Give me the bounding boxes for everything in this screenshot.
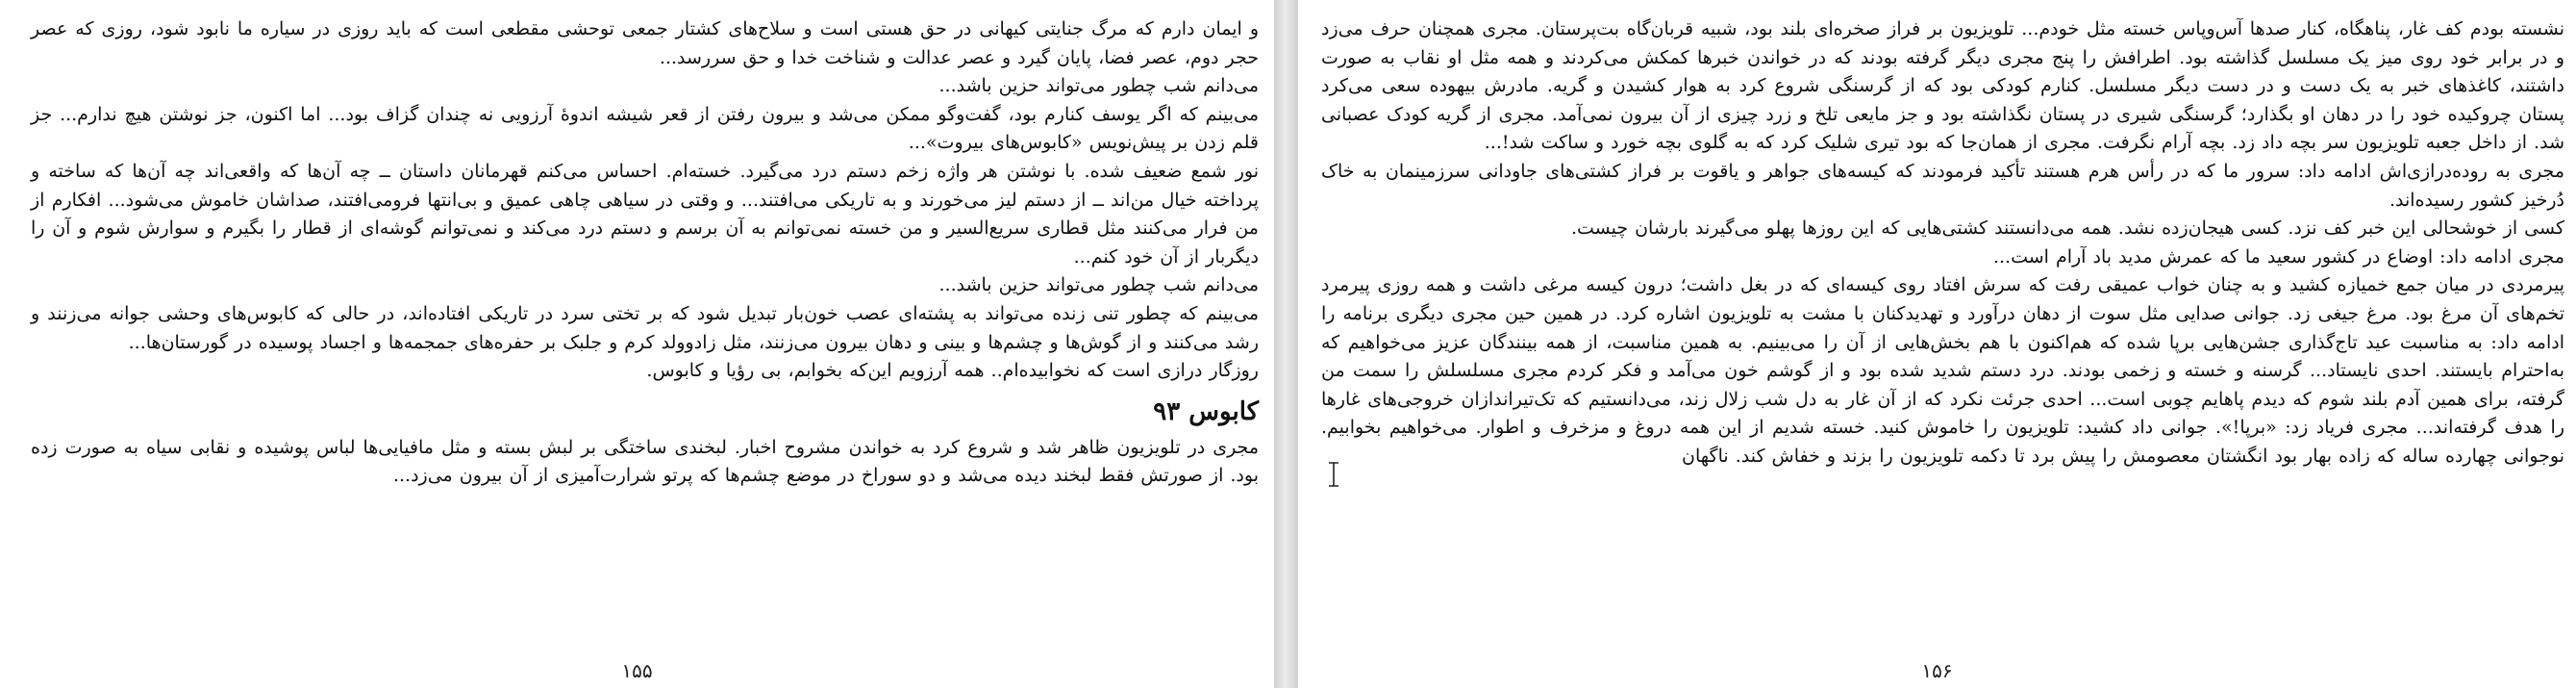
paragraph: روزگار درازی است که نخوابیده‌ام.. همه آرزویم این‌که بخوابم، بی رؤیا و کابوس. <box>646 360 1259 382</box>
chapter-heading: کابوس ۹۳ <box>1153 396 1259 426</box>
paragraph: مجری ادامه داد: اوضاع در کشور سعید ما که عمرش مدید باد آرام است... <box>1992 245 2564 268</box>
paragraph: نور شمع ضعیف شده. با نوشتن هر واژه زخم دستم درد می‌گیرد. خسته‌ام. احساس می‌کنم قهرمانان داستان ــ چه آن‌ها که واقعی‌اند چه آن‌ها که ساخته و پرداخته خیال من‌اند ــ از دستم لیز می‌خورند و به تاریکی می‌افتند... و وقتی در سیاهی چاهی عمیق و بی‌انتها فرومی‌افتند، صداشان خاموش می‌شود... افکارم از من فرار می‌کنند مثل قطاری سریع‌السیر و من خسته نمی‌توانم به آن برسم و دستم درد می‌کند و نمی‌توانم گوشه‌ای از قطار را بگیرم و سوارش شوم و آن را دیگربار از آن خود کنم... <box>31 160 1259 268</box>
paragraph: کسی از خوشحالی این خبر کف نزد. کسی هیجان‌زده نشد. همه می‌دانستند کشتی‌هایی که این روزها پهلو می‌گیرند بارشان چیست. <box>1570 217 2564 240</box>
paragraph: پیرمردی در میان جمع خمیازه کشید و به چنان خواب عمیقی رفت که سرش افتاد روی کیسه‌ای که در بغل داشت؛ درون کیسه مرغی داشت و همه روزی پیرمرد تخم‌های آن مرغ بود. مرغ جیغی زد. جوانی صدایی مثل سوت از دهان درآورد و تهدیدکنان با مشت به تلویزیون اشاره کرد. در همین حین مجری دیگری برنامه را ادامه داد: به مناسبت عید تاج‌گذاری جشن‌هایی برپا شده که هم‌اکنون با هم بخش‌هایی از آن را می‌بینیم. به همین مناسبت، از همه بینندگان عزیز می‌خواهیم که به‌احترام بایستند. احدی نایستاد... گرسنه و خسته و زخمی بودند. درد دستم شدید شده بود و از گوشم خون می‌آمد و فکر کردم مجری مسلسلش را سمت من گرفته، برای همین آدم بلند شوم که دیدم پاهایم چوبی است... احدی جرئت نکرد که از آن غار به دل شب زلال زند، می‌دانستیم که تک‌تیراندازان خروجی‌های غارها را هدف گرفته‌اند... مجری فریاد زد: «برپا!». جوانی داد کشید: تلویزیون را خاموش کنید. خسته شدیم از این همه دروغ و مزخرف و اطوار. می‌خواهیم بخوابیم. نوجوانی چهارده ساله که زاده بهار بود انگشتان معصومش را پیش برد تا دکمه تلویزیون را بزند و خفاش کند. ناگهان <box>1321 274 2565 467</box>
paragraph: مجری در تلویزیون ظاهر شد و شروع کرد به خواندن مشروح اخبار. لبخندی ساختگی بر لبش بسته و مثل مافیایی‌ها لباس پوشیده و نقابی سیاه به صورت زده بود. از صورتش فقط لبخند دیده می‌شد و دو سوراخ در موضع چشم‌ها که پرتو شرارت‌آمیزی از آن بیرون می‌زد... <box>31 436 1259 487</box>
paragraph: نشسته بودم کف غار، پناهگاه، کنار صدها آس‌وپاس خسته مثل خودم... تلویزیون بر فراز صخره‌ای بلند بود، شبیه قربان‌گاه بت‌پرستان. مجری همچنان حرف می‌زد و در برابر خود روی میز یک مسلسل گذاشته بود. اطرافش را پنج مجری دیگر گرفته بودند که در خواندن خبرها کمکش می‌کردند و همه مثل او نقاب به صورت داشتند، کاغذهای خبر به یک دست و در دست دیگر مسلسل. کنارم کودکی بود که از گرسنگی شروع کرد به هوار کشیدن و گریه. مادرش بیهوده سعی می‌کرد پستان چروکیده خود را در دهان او بگذارد؛ گرسنگی شیری در پستان نگذاشته بود و جز مایعی تلخ و زرد چیزی از آن بیرون نمی‌آمد. مجری از گریه کودک عصبانی شد. از داخل جعبه تلویزیون سر بچه داد زد. بچه آرام نگرفت. مجری از همان‌جا که بود تیری شلیک کرد که به گلوی بچه خورد و ساکت شد!... <box>1321 18 2565 154</box>
book-gutter <box>1274 0 1298 688</box>
paragraph: مجری به روده‌درازی‌اش ادامه داد: سرور ما که در رأس هرم هستند تأکید فرمودند که کیسه‌های جواهر و یاقوت بر فراز کشتی‌های جاودانی سرزمینمان به خاک دُرخیز کشور رسیده‌اند. <box>1321 160 2564 211</box>
page-number: ۱۵۶ <box>1921 659 1953 682</box>
paragraph: می‌دانم شب چطور می‌تواند حزین باشد... <box>938 274 1259 296</box>
paragraph: می‌بینم که اگر یوسف کنارم بود، گفت‌وگو ممکن می‌شد و بیرون رفتن از قعر شیشه اندوهٔ آرزویی نه چندان گزاف بود... اما اکنون، جز نوشتن هیچ ندارم... جز قلم زدن بر پیش‌نویس «کابوس‌های بیروت»... <box>31 103 1259 154</box>
paragraph: و ایمان دارم که مرگ جنایتی کیهانی در حق هستی است و سلاح‌های کشتار جمعی توحشی مقطعی است که باید روزی در سیاره ما نابود شود، روزی که عصر حجر دوم، عصر فضا، پایان گیرد و عصر عدالت و شناخت خدا و حق سررسد... <box>31 18 1259 68</box>
text-cursor-icon <box>1325 462 1342 487</box>
left-page <box>0 0 1274 688</box>
right-page <box>1298 0 2576 688</box>
page-number: ۱۵۵ <box>621 659 653 682</box>
paragraph: می‌دانم شب چطور می‌تواند حزین باشد... <box>938 75 1259 97</box>
paragraph: می‌بینم که چطور تنی زنده می‌تواند به پشته‌ای عصب خون‌بار تبدیل شود که بر تختی سرد در تاریکی افتاده‌اند، در حالی که کابوس‌های وحشی جوانه می‌زنند و رشد می‌کنند و از گوش‌ها و چشم‌ها و بینی و دهان بیرون می‌زنند، مثل زادوولد کرم و جلبک بر حفره‌های جمجمه‌ها و اجساد پوسیده در گورستان‌ها... <box>31 302 1259 353</box>
